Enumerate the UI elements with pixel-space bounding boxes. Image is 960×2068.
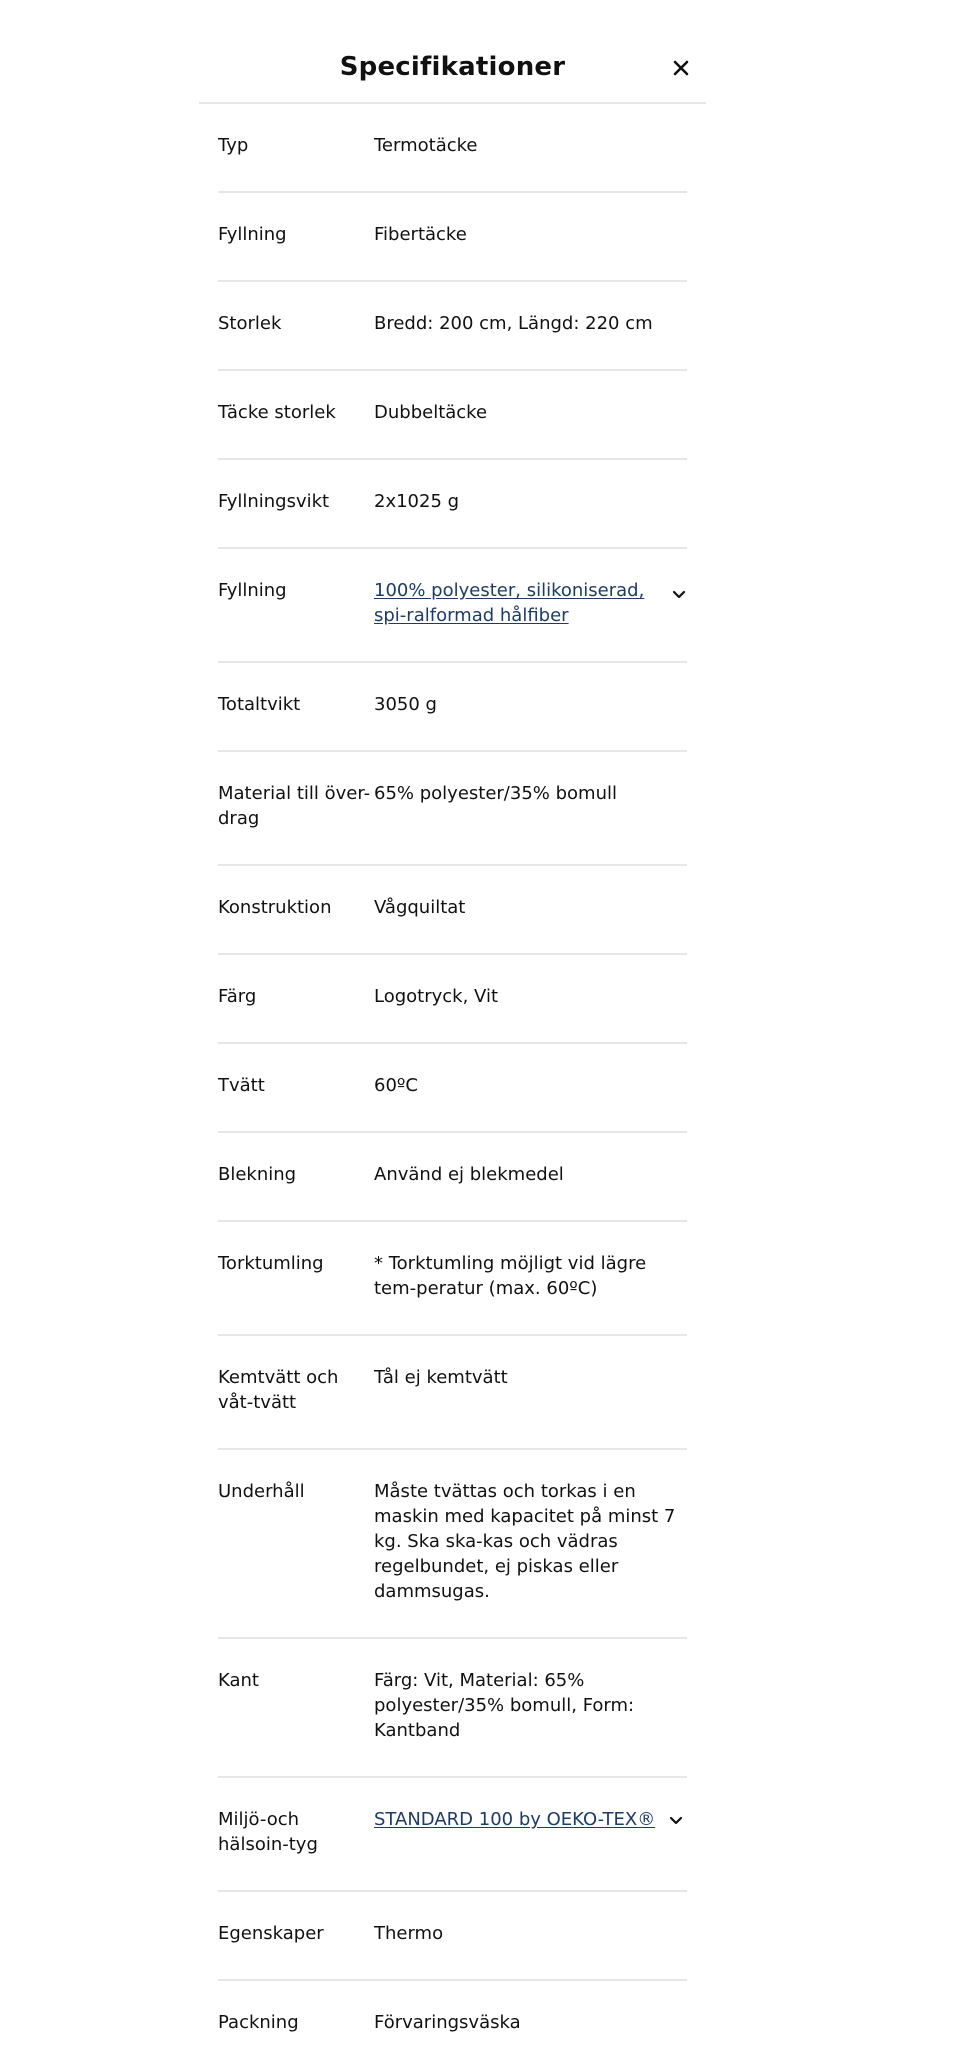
spec-label: Fyllning (218, 580, 287, 601)
spec-label: Fyllning (218, 224, 287, 245)
specifications-dialog (199, 0, 706, 2033)
spec-row-fyllningsvikt (218, 460, 687, 549)
spec-row-tacke-storlek (218, 371, 687, 460)
spec-label: Tvätt (218, 1075, 265, 1096)
spec-label: Täcke storlek (218, 402, 336, 423)
spec-value: Måste tvättas och torkas i en maskin med kapacitet på minst 7 kg. Ska ska-kas och vädras regelbundet, ej piskas eller dammsugas. (374, 1481, 676, 1602)
spec-label: Färg (218, 986, 257, 1007)
spec-value: Fibertäcke (374, 224, 467, 245)
spec-label: Totaltvikt (218, 694, 301, 715)
spec-row-fyllning (218, 193, 687, 282)
spec-value: 3050 g (374, 694, 437, 715)
expandable-value[interactable] (374, 578, 687, 628)
spec-row-egenskaper (218, 1892, 687, 1981)
close-icon[interactable] (671, 58, 691, 78)
spec-label: Konstruktion (218, 897, 332, 918)
spec-value: 60ºC (374, 1075, 418, 1096)
dialog-header (199, 0, 706, 104)
spec-value: Logotryck, Vit (374, 986, 499, 1007)
spec-value: Dubbeltäcke (374, 402, 488, 423)
expandable-value[interactable] (374, 1807, 687, 1832)
spec-row-packning (218, 1981, 687, 2068)
spec-row-fyllning-material (218, 549, 687, 663)
spec-list (218, 104, 687, 2068)
spec-row-kant (218, 1639, 687, 1778)
spec-label: Blekning (218, 1164, 297, 1185)
spec-value: 2x1025 g (374, 491, 460, 512)
certification-link[interactable]: STANDARD 100 by OEKO-TEX® (374, 1809, 656, 1830)
spec-row-tvatt (218, 1044, 687, 1133)
spec-value: Färg: Vit, Material: 65% polyester/35% bomull, Form: Kantband (374, 1670, 635, 1741)
spec-label: Storlek (218, 313, 282, 334)
spec-label: Kemtvätt och våt-tvätt (218, 1367, 339, 1413)
fill-material-link[interactable]: 100% polyester, silikoniserad, spi-ralformad hålfiber (374, 580, 645, 626)
spec-row-farg (218, 955, 687, 1044)
spec-value: Tål ej kemtvätt (374, 1367, 508, 1388)
spec-label: Torktumling (218, 1253, 324, 1274)
spec-label: Packning (218, 2012, 299, 2033)
spec-row-totaltvikt (218, 663, 687, 752)
spec-value: Använd ej blekmedel (374, 1164, 564, 1185)
spec-row-kemtvatt (218, 1336, 687, 1450)
spec-row-konstruktion (218, 866, 687, 955)
spec-value: Termotäcke (374, 135, 478, 156)
spec-row-underhall (218, 1450, 687, 1639)
spec-label: Kant (218, 1670, 259, 1691)
spec-value: Bredd: 200 cm, Längd: 220 cm (374, 313, 653, 334)
spec-label: Miljö-och hälsoin-tyg (218, 1809, 318, 1855)
dialog-title: Specifikationer (339, 52, 566, 82)
spec-label: Fyllningsvikt (218, 491, 330, 512)
spec-label: Typ (218, 135, 249, 156)
spec-value: 65% polyester/35% bomull (374, 783, 617, 804)
chevron-down-icon[interactable] (669, 1816, 683, 1826)
spec-row-miljo-halsointyg (218, 1778, 687, 1892)
chevron-down-icon[interactable] (672, 590, 686, 600)
spec-row-storlek (218, 282, 687, 371)
spec-label: Egenskaper (218, 1923, 324, 1944)
spec-label: Material till över-drag (218, 783, 371, 829)
spec-value: * Torktumling möjligt vid lägre tem-peratur (max. 60ºC) (374, 1253, 647, 1299)
spec-value: Förvaringsväska (374, 2012, 521, 2033)
spec-value: Vågquiltat (374, 897, 466, 918)
spec-value: Thermo (374, 1923, 444, 1944)
spec-row-torktumling (218, 1222, 687, 1336)
spec-label: Underhåll (218, 1481, 305, 1502)
spec-row-typ (218, 104, 687, 193)
spec-row-blekning (218, 1133, 687, 1222)
spec-row-material-overdrag (218, 752, 687, 866)
